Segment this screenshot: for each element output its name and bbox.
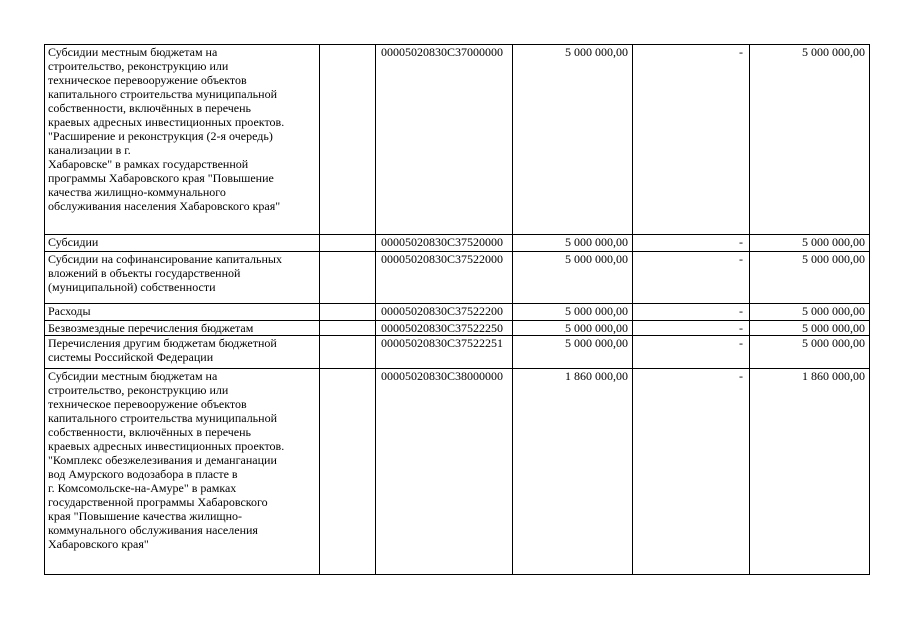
- row-approved-amount: 5 000 000,00: [513, 304, 633, 321]
- row-description: Субсидии местным бюджетам на строительство, реконструкцию или техническое перевооружение объектов капитального строительства муниципальной собственности, включённых в перечень краевых адресных инвестиционных проектов. "Расширение и реконструкция (2-я очередь) канализации в г. Хабаровске" в рамках государственной программы Хабаровского края "Повышение качества жилищно-коммунального обслуживания населения Хабаровского края": [45, 45, 320, 235]
- table-row: [45, 235, 870, 252]
- row-type-code: [320, 235, 376, 252]
- row-description: Перечисления другим бюджетам бюджетной системы Российской Федерации: [45, 336, 320, 369]
- row-remaining-amount: 5 000 000,00: [750, 252, 870, 304]
- row-description: Расходы: [45, 304, 320, 321]
- row-description: Субсидии: [45, 235, 320, 252]
- row-type-code: [320, 369, 376, 575]
- row-budget-code: 00005020830С37522000: [376, 252, 513, 304]
- row-approved-amount: 5 000 000,00: [513, 45, 633, 235]
- row-type-code: [320, 321, 376, 336]
- budget-table: [44, 44, 870, 575]
- row-approved-amount: 5 000 000,00: [513, 321, 633, 336]
- row-remaining-amount: 5 000 000,00: [750, 336, 870, 369]
- row-description: Субсидии на софинансирование капитальных вложений в объекты государственной (муниципальной) собственности: [45, 252, 320, 304]
- table-row: [45, 252, 870, 304]
- table-row: [45, 321, 870, 336]
- row-budget-code: 00005020830С37000000: [376, 45, 513, 235]
- row-remaining-amount: 1 860 000,00: [750, 369, 870, 575]
- row-description: Безвозмездные перечисления бюджетам: [45, 321, 320, 336]
- row-budget-code: 00005020830С37522250: [376, 321, 513, 336]
- row-budget-code: 00005020830С37522251: [376, 336, 513, 369]
- row-remaining-amount: 5 000 000,00: [750, 45, 870, 235]
- row-executed-amount: -: [633, 252, 750, 304]
- row-executed-amount: -: [633, 45, 750, 235]
- row-budget-code: 00005020830С38000000: [376, 369, 513, 575]
- row-remaining-amount: 5 000 000,00: [750, 235, 870, 252]
- row-approved-amount: 5 000 000,00: [513, 252, 633, 304]
- row-executed-amount: -: [633, 235, 750, 252]
- table-row: [45, 304, 870, 321]
- row-executed-amount: -: [633, 304, 750, 321]
- table-row: [45, 45, 870, 235]
- row-remaining-amount: 5 000 000,00: [750, 304, 870, 321]
- row-type-code: [320, 304, 376, 321]
- row-remaining-amount: 5 000 000,00: [750, 321, 870, 336]
- row-type-code: [320, 252, 376, 304]
- row-approved-amount: 1 860 000,00: [513, 369, 633, 575]
- row-approved-amount: 5 000 000,00: [513, 235, 633, 252]
- row-type-code: [320, 336, 376, 369]
- table-row: [45, 336, 870, 369]
- row-budget-code: 00005020830С37520000: [376, 235, 513, 252]
- row-executed-amount: -: [633, 369, 750, 575]
- row-executed-amount: -: [633, 336, 750, 369]
- row-executed-amount: -: [633, 321, 750, 336]
- table-row: [45, 369, 870, 575]
- row-approved-amount: 5 000 000,00: [513, 336, 633, 369]
- row-description: Субсидии местным бюджетам на строительство, реконструкцию или техническое перевооружение объектов капитального строительства муниципальной собственности, включённых в перечень краевых адресных инвестиционных проектов. "Комплекс обезжелезивания и деманганации вод Амурского водозабора в пласте в г. Комсомольске-на-Амуре" в рамках государственной программы Хабаровского края "Повышение качества жилищно- коммунального обслуживания населения Хабаровского края": [45, 369, 320, 575]
- row-budget-code: 00005020830С37522200: [376, 304, 513, 321]
- row-type-code: [320, 45, 376, 235]
